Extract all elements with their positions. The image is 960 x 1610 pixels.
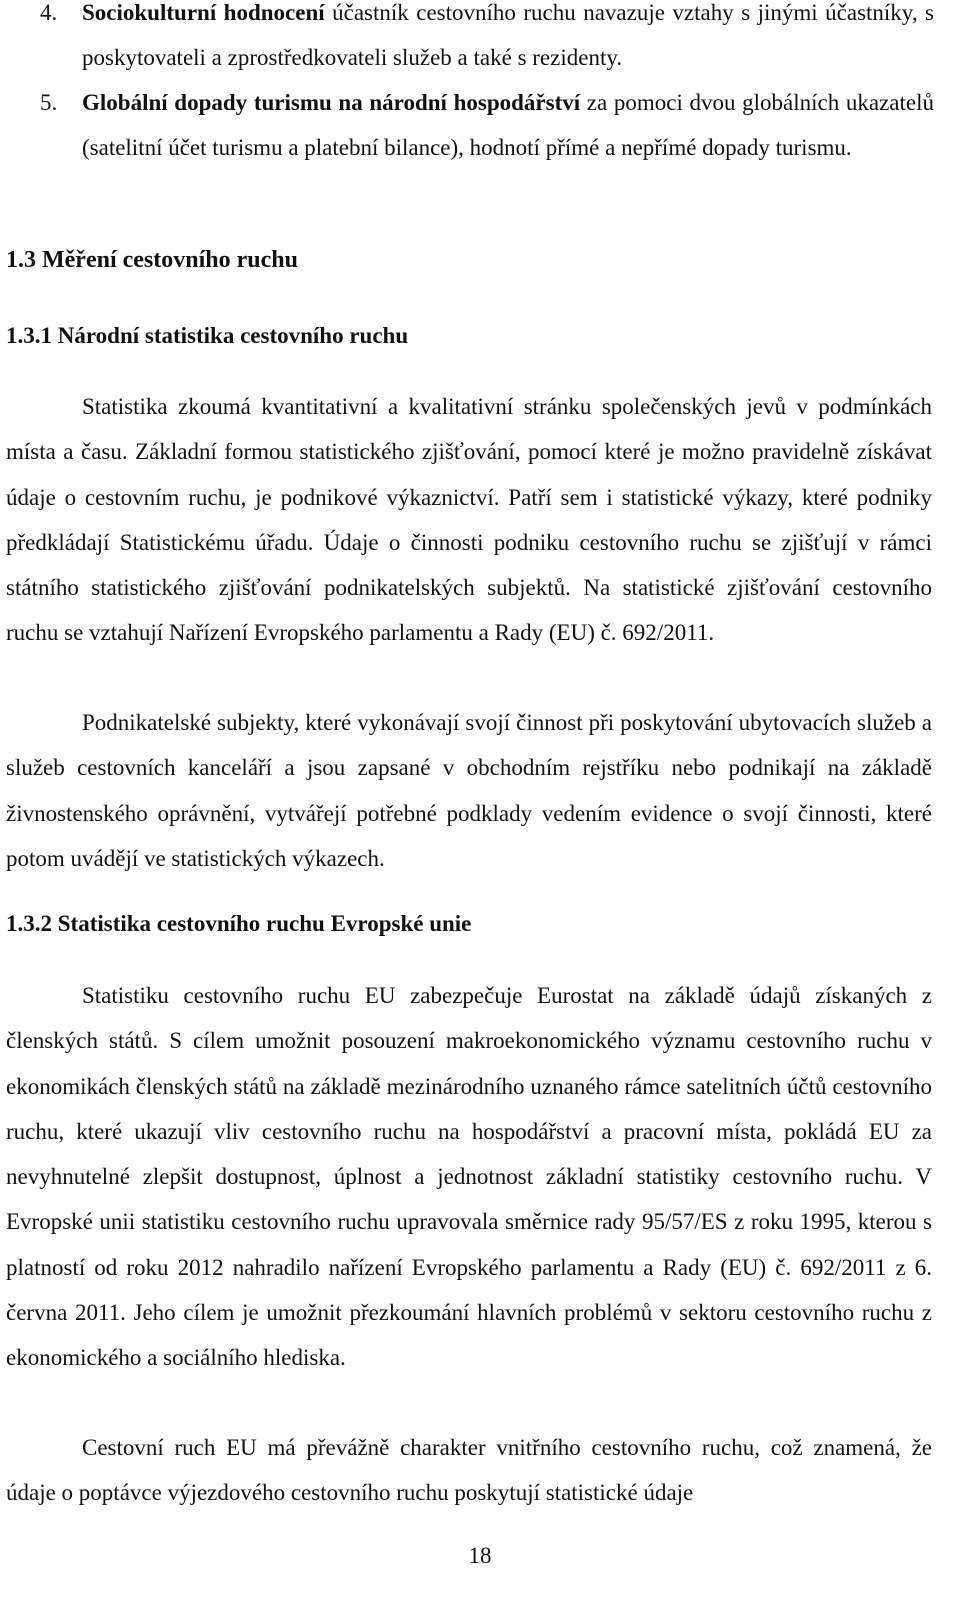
list-item-lead: Sociokulturní hodnocení [82,0,325,25]
subsection-heading-national-statistics: 1.3.1 Národní statistika cestovního ruchu [6,323,409,348]
list-item-text: za pomoci dvou globálních ukazatelů (satelitní účet turismu a platební bilance), hodnotí přímé a nepřímé dopady turismu. [82,90,934,160]
list-item-text: účastník cestovního ruchu navazuje vztahy s jinými účastníky, s poskytovateli a zprostředkovateli služeb a také s rezidenty. [82,0,934,70]
list-item [40,0,934,80]
list-item-number: 4. [40,0,58,25]
paragraph: Podnikatelské subjekty, které vykonávají svojí činnost při poskytování ubytovacích služeb a služeb cestovních kanceláří a jsou zapsané v obchodním rejstříku nebo podnikají na základě živnostenského oprávnění, vytvářejí potřebné podklady vedením evidence o svojí činnosti, které potom uvádějí ve statistických výkazech. [6,710,932,871]
paragraph: Statistiku cestovního ruchu EU zabezpečuje Eurostat na základě údajů získaných z členských států. S cílem umožnit posouzení makroekonomického významu cestovního ruchu v ekonomikách členských států na základě mezinárodního uznaného rámce satelitních účtů cestovního ruchu, které ukazují vliv cestovního ruchu na hospodářství a pracovní místa, pokládá EU za nevyhnutelné zlepšit dostupnost, úplnost a jednotnost základní statistiky cestovního ruchu. V Evropské unii statistiku cestovního ruchu upravovala směrnice rady 95/57/ES z roku 1995, kterou s platností od roku 2012 nahradilo nařízení Evropského parlamentu a Rady (EU) č. 692/2011 z 6. června 2011. Jeho cílem je umožnit přezkoumání hlavních problémů v sektoru cestovního ruchu z ekonomického a sociálního hlediska. [6,983,932,1371]
list-item-number: 5. [40,90,58,115]
section-heading: 1.3 Měření cestovního ruchu [6,247,298,273]
paragraph: Cestovní ruch EU má převážně charakter vnitřního cestovního ruchu, což znamená, že údaje o poptávce výjezdového cestovního ruchu poskytují statistické údaje [6,1435,932,1506]
subsection-heading-eu-statistics: 1.3.2 Statistika cestovního ruchu Evropské unie [6,911,472,936]
list-item-lead: Globální dopady turismu na národní hospodářství [82,90,581,115]
paragraph: Statistika zkoumá kvantitativní a kvalitativní stránku společenských jevů v podmínkách místa a času. Základní formou statistického zjišťování, pomocí které je možno pravidelně získávat údaje o cestovním ruchu, je podnikové výkaznictví. Patří sem i statistické výkazy, které podniky předkládají Statistickému úřadu. Údaje o činnosti podniku cestovního ruchu se zjišťují v rámci státního statistického zjišťování podnikatelských subjektů. Na statistické zjišťování cestovního ruchu se vztahují Nařízení Evropského parlamentu a Rady (EU) č. 692/2011. [6,394,932,646]
page-number: 18 [468,1543,492,1568]
list-item [40,80,934,170]
